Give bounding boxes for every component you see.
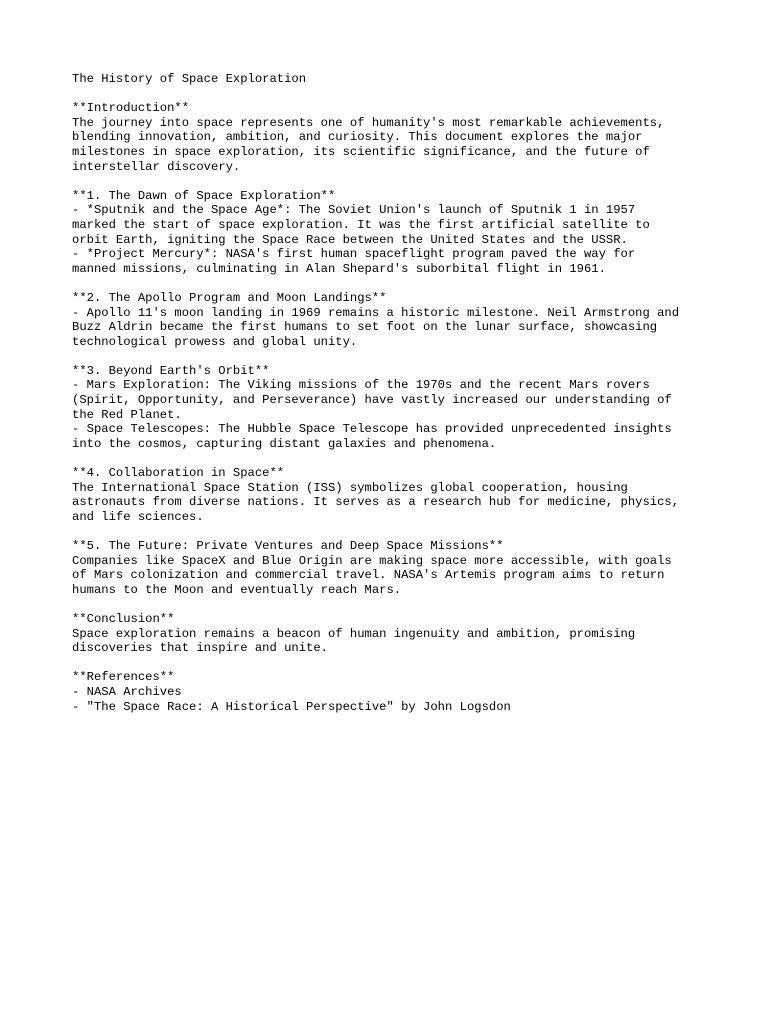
paragraph-line: manned missions, culminating in Alan Shepard's suborbital flight in 1961. [72, 261, 606, 276]
paragraph-line: of Mars colonization and commercial travel. NASA's Artemis program aims to return [72, 568, 665, 583]
paragraph-line: discoveries that inspire and unite. [72, 641, 328, 656]
paragraph-line: - Mars Exploration: The Viking missions of the 1970s and the recent Mars rovers [72, 378, 650, 393]
paragraph-line: - Space Telescopes: The Hubble Space Telescope has provided unprecedented insights [72, 422, 672, 437]
paragraph-line: into the cosmos, capturing distant galaxies and phenomena. [72, 436, 497, 451]
section-heading: **5. The Future: Private Ventures and Deep Space Missions** [72, 539, 504, 553]
paragraph-line: The journey into space represents one of humanity's most remarkable achievements, [72, 115, 665, 130]
paragraph-line: orbit Earth, igniting the Space Race between the United States and the USSR. [72, 232, 628, 247]
section-the-future [72, 539, 732, 597]
paragraph-line: Buzz Aldrin became the first humans to set foot on the lunar surface, showcasing [72, 320, 658, 335]
paragraph-line: Space exploration remains a beacon of human ingenuity and ambition, promising [72, 626, 636, 641]
section-heading: **References** [72, 670, 175, 685]
spacer [72, 597, 732, 612]
spacer [72, 524, 732, 539]
paragraph-line: and life sciences. [72, 509, 204, 524]
paragraph-line: blending innovation, ambition, and curiosity. This document explores the major [72, 130, 643, 145]
paragraph-line: (Spirit, Opportunity, and Perseverance) have vastly increased our understanding of [72, 393, 672, 408]
paragraph-line: Companies like SpaceX and Blue Origin are making space more accessible, with goals [72, 553, 672, 568]
reference-item: - NASA Archives [72, 684, 182, 699]
spacer [72, 276, 732, 291]
section-dawn-of-space-exploration [72, 189, 732, 277]
section-heading: **4. Collaboration in Space** [72, 466, 285, 481]
spacer [72, 87, 732, 102]
section-heading: **Conclusion** [72, 611, 175, 626]
paragraph-line: the Red Planet. [72, 407, 182, 422]
paragraph-line: The International Space Station (ISS) symbolizes global cooperation, housing [72, 480, 628, 495]
spacer [72, 451, 732, 466]
section-heading: **Introduction** [72, 101, 190, 116]
paragraph-line: - *Sputnik and the Space Age*: The Soviet Union's launch of Sputnik 1 in 1957 [72, 203, 636, 218]
section-conclusion [72, 612, 732, 656]
section-references [72, 670, 732, 714]
paragraph-line: milestones in space exploration, its scientific significance, and the future of [72, 144, 650, 159]
spacer [72, 656, 732, 671]
paragraph-line: - Apollo 11's moon landing in 1969 remains a historic milestone. Neil Armstrong and [72, 305, 680, 320]
paragraph-line: - *Project Mercury*: NASA's first human spaceflight program paved the way for [72, 247, 636, 262]
section-apollo-program [72, 291, 732, 349]
paragraph-line: humans to the Moon and eventually reach Mars. [72, 582, 402, 597]
document-page [72, 72, 732, 714]
spacer [72, 174, 732, 189]
section-collaboration-in-space [72, 466, 732, 524]
spacer [72, 349, 732, 364]
section-introduction [72, 101, 732, 174]
paragraph-line: astronauts from diverse nations. It serves as a research hub for medicine, physics, [72, 495, 680, 510]
document-title: The History of Space Exploration [72, 72, 307, 86]
paragraph-line: interstellar discovery. [72, 159, 241, 174]
paragraph-line: marked the start of space exploration. It was the first artificial satellite to [72, 217, 650, 232]
reference-item: - "The Space Race: A Historical Perspective" by John Logsdon [72, 699, 511, 714]
paragraph-line: technological prowess and global unity. [72, 334, 358, 349]
section-beyond-earths-orbit [72, 364, 732, 452]
section-heading: **3. Beyond Earth's Orbit** [72, 363, 270, 378]
section-heading: **1. The Dawn of Space Exploration** [72, 188, 336, 203]
section-heading: **2. The Apollo Program and Moon Landings** [72, 290, 387, 305]
